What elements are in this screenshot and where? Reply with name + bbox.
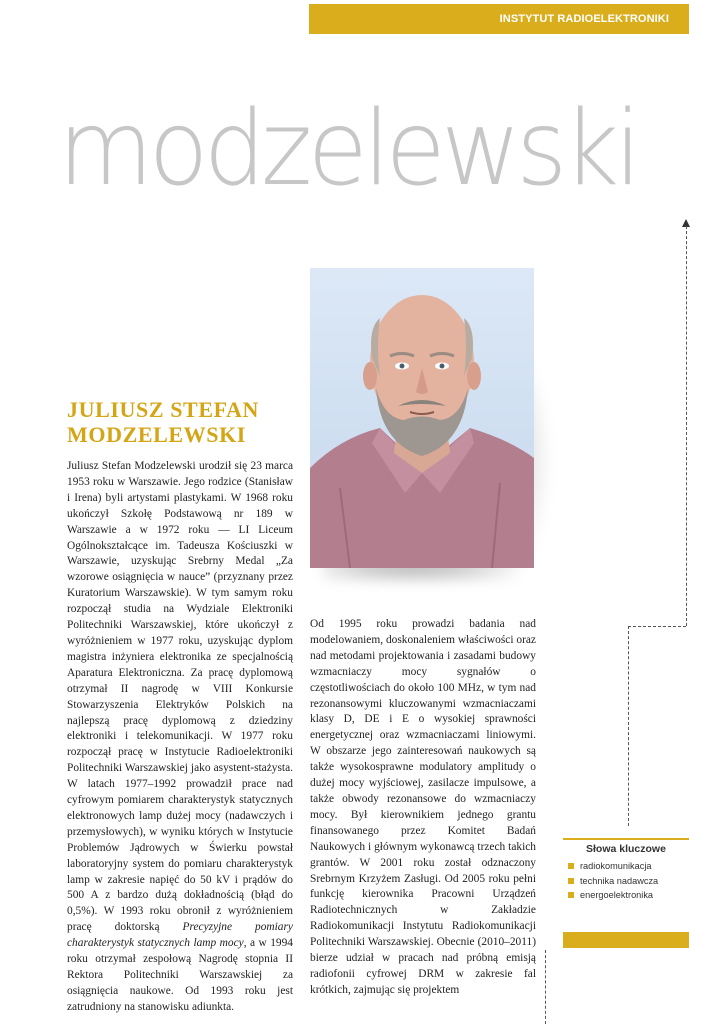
biography-paragraph: Juliusz Stefan Modzelewski urodził się 23 marca 1953 roku w Warszawie. Jego rodzice (Stanisław i Irena) byli artystami plastykami. W 1968 roku ukończył Szkołę Podstawową nr 189 w Warszawie a w 1972 roku — LI Liceum Ogólnokształcące im. Tadeusza Kościuszki w Warszawie, uzyskując Srebrny Medal „Za wzorowe osiągnięcia w nauce” (przyznany przez Kuratorium Warszawskie). W tym samym roku rozpoczął studia na Wydziale Elektroniki Politechniki Warszawskiej, które ukończył z wyróżnieniem w 1977 roku, uzyskując dyplom magistra inżyniera elektronika ze specjalnością Aparatura Elektroniczna. Za pracę dyplomową otrzymał II nagrodę w VIII Konkursie Stowarzyszenia Elektryków Polskich na najlepszą pracę dyplomową z dziedziny elektroniki i telekomunikacji. W 1977 roku rozpoczął pracę w Instytucie Radioelektroniki Politechniki Warszawskiej jako asystent-stażysta. W latach 1977–1992 prowadził prace nad cyfrowym pomiarem charakterystyk statycznych elektronowych lamp dużej mocy (nadawczych i przemysłowych), w wyniku których w Instytucie Problemów Jądrowych w Świerku powstał laboratoryjny system do pomiaru charakterystyk lamp w zakresie napięć do 50 kV i prądów do 500 A z bardzo dużą dokładnością (błąd do 0,5%). W 1993 roku obronił z wyróżnieniem pracę doktorską	[67, 460, 293, 934]
section-header-bar	[309, 4, 689, 34]
portrait-illustration	[310, 268, 534, 568]
keywords-title: Słowa kluczowe	[586, 843, 666, 855]
keyword-label: technika nadawcza	[580, 875, 659, 886]
keywords-bottom-bar	[563, 932, 689, 948]
dotted-guide-line	[628, 626, 686, 627]
keyword-item	[568, 888, 698, 903]
square-bullet-icon	[568, 863, 574, 869]
biography-paragraph-end: , a w 1994 roku otrzymał zespołową Nagrodę stopnia II Rektora Politechniki Warszawskiej za osiągnięcia naukowe. Od 1993 roku jest zatrudniony na stanowisku adiunkta.	[67, 937, 293, 1013]
dotted-guide-line	[628, 626, 629, 826]
person-name-heading	[67, 397, 307, 447]
biography-column-middle	[310, 617, 536, 999]
keyword-item	[568, 859, 698, 874]
biography-paragraph: Od 1995 roku prowadzi badania nad modelowaniem, doskonaleniem właściwości oraz nad metodami projektowania i zasadami budowy wzmacniaczy mocy sygnałów o częstotliwościach do około 100 MHz, w tym nad rezonansowymi kluczowanymi wzmacniaczami klasy D, DE i E o wysokiej sprawności energetycznej oraz wzmacniaczami liniowymi. W obszarze jego zainteresowań naukowych są także wysokosprawne modulatory amplitudy o dużej mocy wyjściowej, zasilacze impulsowe, a także obwody rezonansowe do wzmacniaczy mocy. Był kierownikiem jednego grantu finansowanego przez Komitet Badań Naukowych i głównym wykonawcą trzech takich grantów. W 2001 roku został odznaczony Srebrnym Krzyżem Zasługi. Od 2005 roku pełni funkcję kierownika Pracowni Urządzeń Radiotechnicznych w Zakładzie Radiokomunikacji Instytutu Radiokomunikacji Politechniki Warszawskiej. Obecnie (2010–2011) bierze udział w pracach nad próbną emisją radiofonii cyfrowej DRM w zakresie fal krótkich, zajmując się projektem	[310, 618, 536, 996]
keyword-item	[568, 874, 698, 889]
name-line-2: MODZELEWSKI	[67, 422, 246, 447]
dotted-guide-line	[545, 950, 546, 1024]
keywords-top-rule	[563, 838, 689, 840]
thesis-title: Precyzyjne pomiary charakterystyk statycznych lamp mocy	[67, 921, 293, 950]
surname-display: modzelewski	[58, 89, 637, 209]
biography-column-left	[67, 459, 293, 1016]
portrait-photo	[310, 268, 534, 568]
keywords-list	[568, 859, 698, 903]
name-line-1: JULIUSZ STEFAN	[67, 397, 259, 422]
keyword-label: radiokomunikacja	[580, 861, 652, 871]
square-bullet-icon	[568, 878, 574, 884]
dotted-guide-line	[686, 226, 687, 626]
square-bullet-icon	[568, 892, 574, 898]
keyword-label: energoelektronika	[580, 890, 654, 900]
section-label: INSTYTUT RADIOELEKTRONIKI	[499, 13, 669, 25]
portrait-figure	[310, 268, 534, 568]
